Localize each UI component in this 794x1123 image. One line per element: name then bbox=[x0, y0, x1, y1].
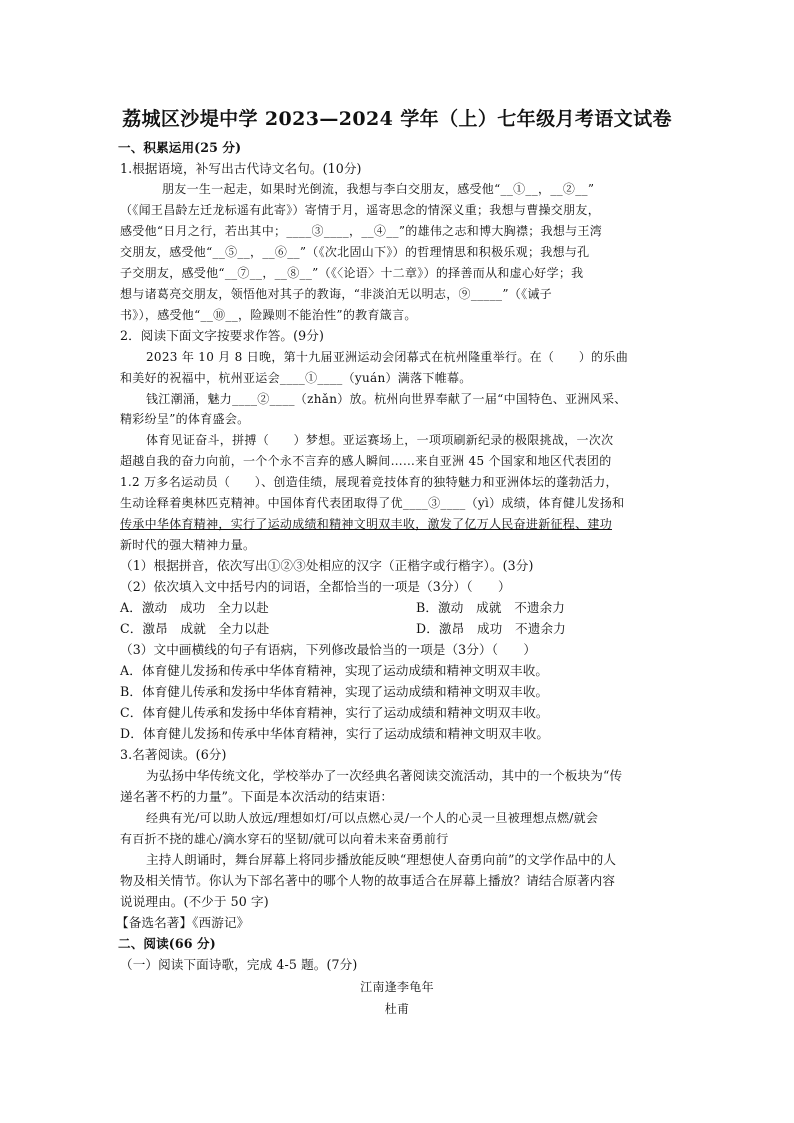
option-c: C．激昂 成就 全力以赴 bbox=[120, 621, 270, 636]
option-b: B．激动 成就 不遗余力 bbox=[416, 600, 565, 615]
paragraph-line: 子交朋友，感受他“__⑦__，__⑧__”（《〈论语〉十二章》）的择善而从和虚心好学；我 bbox=[120, 266, 584, 280]
option-d: D．激昂 成功 不遗余力 bbox=[416, 621, 566, 636]
option-a: A．体育健儿发扬和传承中华体育精神，实现了运动成绩和精神文明双丰收。 bbox=[120, 663, 549, 678]
paragraph-line: （《闻王昌龄左迁龙标遥有此寄》）寄情于月，遥寄思念的情深义重；我想与曹操交朋友， bbox=[120, 203, 601, 217]
sub-question: （2）依次填入文中括号内的词语，全都恰当的一项是（3分）（ ） bbox=[120, 579, 511, 594]
paragraph-line: 朋友一生一起走，如果时光倒流，我想与李白交朋友，感受他“__①__，__②__” bbox=[162, 182, 595, 196]
paragraph-line: 2023 年 10 月 8 日晚，第十九届亚洲运动会闭幕式在杭州隆重举行。在（ ）的乐曲 bbox=[146, 350, 629, 364]
paragraph-line: 主持人朗诵时，舞台屏幕上将同步播放能反映“理想使人奋勇向前”的文学作品中的人 bbox=[146, 852, 617, 867]
option-d: D．体育健儿发扬和传承中华体育精神，实行了运动成绩和精神文明双丰收。 bbox=[120, 726, 550, 741]
paragraph-line: 体育见证奋斗，拼搏（ ）梦想。亚运赛场上，一项项刷新纪录的极限挑战，一次次 bbox=[146, 433, 614, 447]
paragraph-line: 递名著不朽的力量”。下面是本次活动的结束语： bbox=[120, 789, 394, 804]
paragraph-line: 超越自我的奋力向前，一个个永不言弃的感人瞬间……来自亚洲 45 个国家和地区代表团的 bbox=[120, 454, 612, 468]
option-c: C．体育健儿传承和发扬中华体育精神，实行了运动成绩和精神文明双丰收。 bbox=[120, 705, 549, 720]
poem-title: 江南逢李龟年 bbox=[360, 980, 434, 994]
paragraph-line: 想与诸葛亮交朋友，领悟他对其子的教诲，“非淡泊无以明志，⑨_____”（《诫子 bbox=[120, 287, 552, 301]
poem-line: 有百折不挠的雄心/滴水穿石的坚韧/就可以向着未来奋勇前行 bbox=[120, 832, 449, 846]
paragraph-line: 说说理由。(不少于 50 字) bbox=[120, 894, 269, 909]
sub-question: （3）文中画横线的句子有语病，下列修改最恰当的一项是（3分）（ ） bbox=[120, 642, 537, 657]
question-heading: 1.根据语境，补写出古代诗文名句。(10分) bbox=[120, 161, 362, 176]
book-choice: 【备选名著】《西游记》 bbox=[116, 915, 250, 930]
question-heading: （一）阅读下面诗歌，完成 4-5 题。(7分) bbox=[120, 957, 358, 972]
paragraph-line: 1.2 万多名运动员（ ）、创造佳绩，展现着竞技体育的独特魅力和亚洲体坛的蓬勃活力， bbox=[120, 475, 618, 489]
option-b: B．体育健儿传承和发扬中华体育精神，实现了运动成绩和精神文明双丰收。 bbox=[120, 684, 549, 699]
sub-question: （1）根据拼音，依次写出①②③处相应的汉字（正楷字或行楷字）。(3分) bbox=[120, 558, 534, 573]
page-title: 荔城区沙堤中学 2023—2024 学年（上）七年级月考语文试卷 bbox=[122, 108, 672, 130]
paragraph-line: 感受他“日月之行，若出其中；____③____，__④__”的雄伟之志和博大胸襟；我想与王湾 bbox=[120, 224, 603, 238]
poem-author: 杜甫 bbox=[384, 1002, 410, 1016]
question-heading: 2．阅读下面文字按要求作答。(9分) bbox=[120, 328, 324, 343]
paragraph-line: 交朋友，感受他“__⑤__，__⑥__”（《次北固山下》）的哲理情思和积极乐观；我想与孔 bbox=[120, 245, 590, 259]
option-a: A．激动 成功 全力以赴 bbox=[120, 600, 269, 615]
paragraph-line: 生动诠释着奥林匹克精神。中国体育代表团取得了优____③____（yì）成绩，体育健儿发扬和 bbox=[120, 496, 625, 510]
paragraph-line: 和美好的祝福中，杭州亚运会____①____（yuán）满落下帷幕。 bbox=[120, 371, 472, 385]
paragraph-line: 物及相关情节。你认为下部名著中的哪个人物的故事适合在屏幕上播放？请结合原著内容 bbox=[120, 873, 616, 888]
section-heading: 一、积累运用(25 分) bbox=[118, 140, 242, 155]
paragraph-line: 新时代的强大精神力量。 bbox=[120, 538, 256, 552]
question-heading: 3.名著阅读。(6分) bbox=[120, 747, 227, 762]
poem-line: 经典有光/可以助人放远/理想如灯/可以点燃心灵/一个人的心灵一旦被理想点燃/就会 bbox=[146, 811, 599, 825]
paragraph-line: 书》），感受他“__⑩__，险躁则不能治性”的教育箴言。 bbox=[120, 308, 417, 322]
paragraph-line: 精彩纷呈”的体育盛会。 bbox=[120, 412, 250, 426]
underlined-sentence: 传承中华体育精神，实行了运动成绩和精神文明双丰收，激发了亿万人民奋进新征程、建功 bbox=[120, 517, 613, 531]
paragraph-line: 钱江潮涌，魅力____②____（zhǎn）放。杭州向世界奉献了一届“中国特色、亚洲风采、 bbox=[146, 392, 627, 406]
paragraph-line: 为弘扬中华传统文化，学校举办了一次经典名著阅读交流活动，其中的一个板块为“传 bbox=[146, 768, 623, 783]
section-heading: 二、阅读(66 分) bbox=[118, 936, 216, 951]
